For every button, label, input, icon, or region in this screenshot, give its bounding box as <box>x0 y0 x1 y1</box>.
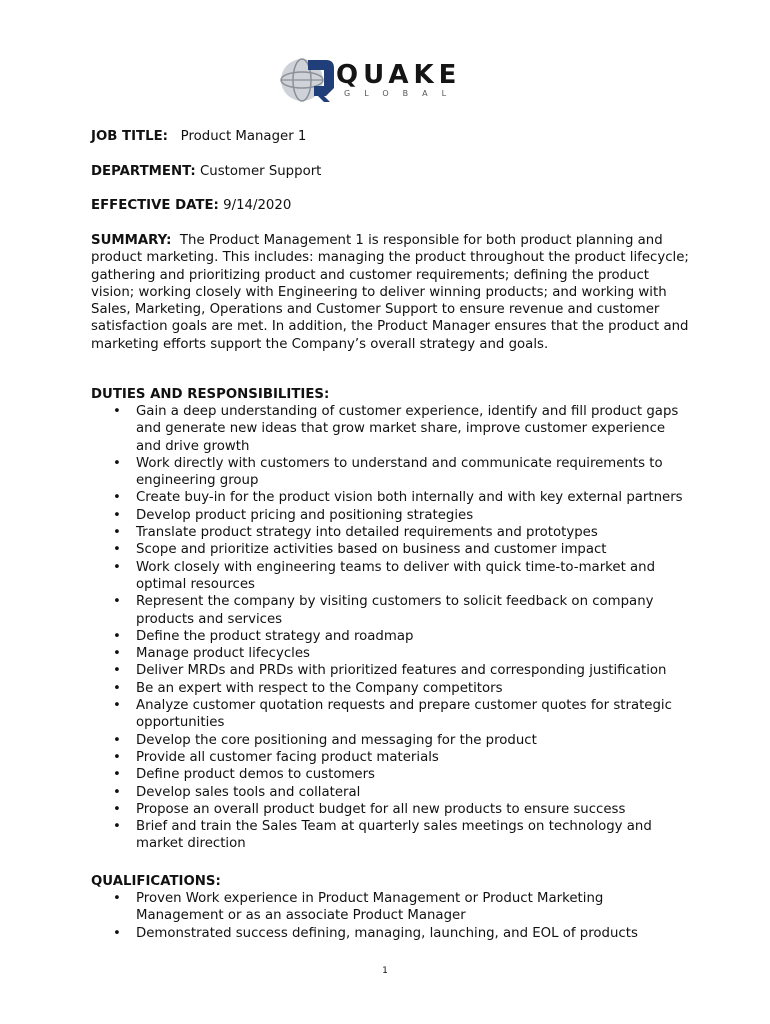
bullet-icon: • <box>113 455 121 471</box>
list-item <box>91 801 691 818</box>
list-item <box>91 925 691 942</box>
globe-icon <box>278 54 336 106</box>
effective-date-line <box>91 197 291 214</box>
list-item <box>91 784 691 801</box>
list-item-text: Translate product strategy into detailed requirements and prototypes <box>136 525 598 541</box>
list-item <box>91 628 691 645</box>
duties-heading: DUTIES AND RESPONSIBILITIES: <box>91 387 330 402</box>
list-item <box>91 680 691 697</box>
list-item <box>91 593 691 628</box>
bullet-icon: • <box>113 801 121 817</box>
list-item-text: Propose an overall product budget for all new products to ensure success <box>136 801 626 817</box>
list-item <box>91 507 691 524</box>
job-title-value: Product Manager 1 <box>180 129 307 144</box>
list-item-text: Define the product strategy and roadmap <box>136 628 414 644</box>
list-item <box>91 455 691 490</box>
bullet-icon: • <box>113 891 121 906</box>
list-item-text: Work directly with customers to understand and communicate requirements to engineering group <box>136 455 663 489</box>
list-item-text: Define product demos to customers <box>136 767 375 783</box>
bullet-icon: • <box>113 594 121 610</box>
list-item <box>91 766 691 783</box>
bullet-icon: • <box>113 559 121 575</box>
list-item-text: Manage product lifecycles <box>136 646 310 662</box>
bullet-icon: • <box>113 680 121 696</box>
summary-label: SUMMARY: <box>91 233 172 248</box>
job-title-label: JOB TITLE: <box>91 129 168 144</box>
summary-text: The Product Management 1 is responsible for both product planning and product marketing. This includes: managing the product throughout the product lifecycle; gathering and prioritizing product and customer requirements; defining the product vision; working closely with Engineering to deliver winning products; and working with Sales, Marketing, Operations and Customer Support to ensure revenue and customer satisfaction goals are met. In addition, the Product Manager ensures that the product and marketing efforts support the Company’s overall strategy and goals. <box>91 233 689 352</box>
list-item-text: Provide all customer facing product materials <box>136 749 439 765</box>
list-item-text: Gain a deep understanding of customer experience, identify and fill product gaps and generate new ideas that grow market share, improve customer experience and drive growth <box>136 404 679 454</box>
bullet-icon: • <box>113 749 121 765</box>
list-item <box>91 749 691 766</box>
logo-wordmark: QUAKE <box>336 60 462 90</box>
list-item <box>91 403 691 455</box>
list-item <box>91 818 691 853</box>
summary-paragraph <box>91 232 691 353</box>
effective-date-label: EFFECTIVE DATE: <box>91 198 219 213</box>
bullet-icon: • <box>113 698 121 714</box>
bullet-icon: • <box>113 646 121 662</box>
department-label: DEPARTMENT: <box>91 164 196 179</box>
list-item <box>91 489 691 506</box>
list-item-text: Deliver MRDs and PRDs with prioritized features and corresponding justification <box>136 663 667 679</box>
qualifications-heading: QUALIFICATIONS: <box>91 874 221 889</box>
bullet-icon: • <box>113 525 121 541</box>
list-item-text: Demonstrated success defining, managing, launching, and EOL of products <box>136 925 638 941</box>
list-item-text: Develop the core positioning and messaging for the product <box>136 732 537 748</box>
list-item-text: Work closely with engineering teams to deliver with quick time-to-market and optimal resources <box>136 559 656 592</box>
list-item-text: Proven Work experience in Product Management or Product Marketing Management or as an associate Product Manager <box>136 891 604 924</box>
list-item-text: Brief and train the Sales Team at quarterly sales meetings on technology and market direction <box>136 819 652 852</box>
list-item <box>91 645 691 662</box>
bullet-icon: • <box>113 490 121 506</box>
company-logo <box>278 54 488 106</box>
department-value: Customer Support <box>200 164 322 179</box>
list-item-text: Be an expert with respect to the Company competitors <box>136 680 503 696</box>
list-item <box>91 559 691 594</box>
list-item <box>91 697 691 732</box>
bullet-icon: • <box>113 628 121 644</box>
list-item-text: Develop product pricing and positioning strategies <box>136 507 474 523</box>
list-item <box>91 524 691 541</box>
bullet-icon: • <box>113 767 121 783</box>
bullet-icon: • <box>113 819 121 835</box>
bullet-icon: • <box>113 663 121 679</box>
list-item-text: Create buy-in for the product vision both internally and with key external partners <box>136 490 683 506</box>
bullet-icon: • <box>113 404 121 419</box>
logo-subtitle: GLOBAL <box>344 89 461 98</box>
list-item <box>91 662 691 679</box>
qualifications-list <box>91 890 691 942</box>
list-item-text: Scope and prioritize activities based on business and customer impact <box>136 542 607 558</box>
bullet-icon: • <box>113 507 121 523</box>
duties-list <box>91 403 691 853</box>
bullet-icon: • <box>113 925 121 941</box>
job-title-line <box>91 128 306 145</box>
department-line <box>91 163 321 180</box>
list-item-text: Analyze customer quotation requests and prepare customer quotes for strategic opportunities <box>136 698 672 731</box>
bullet-icon: • <box>113 784 121 800</box>
page-number: 1 <box>382 966 388 976</box>
list-item-text: Represent the company by visiting customers to solicit feedback on company products and services <box>136 594 654 627</box>
list-item <box>91 541 691 558</box>
bullet-icon: • <box>113 732 121 748</box>
list-item <box>91 732 691 749</box>
bullet-icon: • <box>113 542 121 558</box>
effective-date-value: 9/14/2020 <box>223 198 292 213</box>
list-item <box>91 890 691 925</box>
list-item-text: Develop sales tools and collateral <box>136 784 361 800</box>
